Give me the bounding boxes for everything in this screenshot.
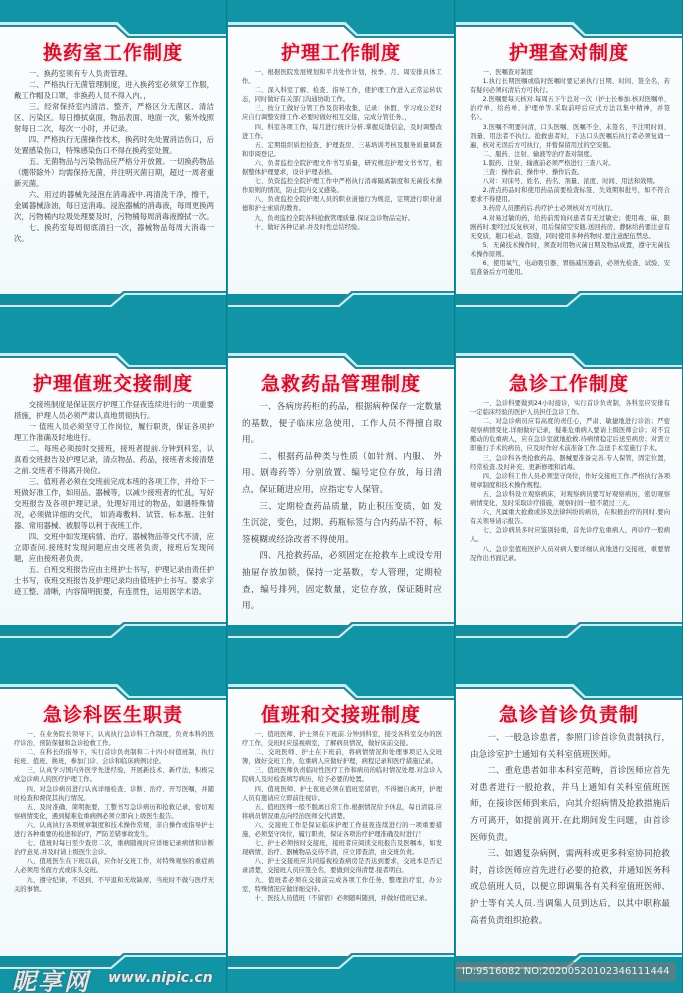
regulation-paragraph: 九、值班者必须在交接前完成各项工作任务，整理治疗室，办公室，特殊情况应做详细交待。	[242, 876, 442, 893]
panel-content	[14, 68, 214, 244]
regulation-paragraph: 四、凡抢救药品，必须固定在抢救车上或设专用抽屉存放加锁，保持一定基数，专人管理，定期检查，编号排列，固定数量，定位存放，保证随时应用。	[242, 551, 442, 612]
header-band-decoration	[456, 331, 682, 371]
watermark-logo: 昵享网	[12, 968, 90, 993]
regulation-paragraph: 一、医嘱查对制度	[482, 69, 533, 76]
regulation-paragraph: 八、值班医生在下班以前，应作好交班工作，对特殊观察的重症病人必须用书面方式或床头交班。	[14, 858, 214, 875]
regulation-paragraph: 6、使用氧气、电动吸引器、胃肠减压器前，必须先检查、试验、安装准备后方可使用。	[470, 259, 670, 277]
panel-content	[470, 730, 670, 929]
header-band-decoration	[0, 0, 226, 40]
footer-band-decoration	[0, 283, 226, 331]
regulation-paragraph: 2.医嘱要每天核对.每周五下午总对一次（护士长参加.核对医嘱单、治疗单、给药单、护理单等.采取前呼后应式方法以集中精神，并签名）。	[470, 96, 670, 122]
regulation-paragraph: 七、护士必须按时交接班，接班者应阅读交班报告及医嘱本，如发现病情、治疗、器械物品交待不清，应立即查清，由交班负责。	[242, 840, 442, 857]
panel-title: 换药室工作制度	[42, 42, 183, 64]
regulation-paragraph: 一、一般急诊患者，参照门诊首诊负责制执行，由急诊室护士通知有关科室值班医师。	[470, 733, 670, 760]
footer-band-decoration	[228, 945, 454, 993]
regulation-paragraph: 八、护士交接班应共同巡视检查病房是否达到要求，交班本是否记录清楚，交接班人员应签全名，要做到交得清楚.接者明白。	[242, 858, 442, 875]
regulation-paragraph: 八对：对床号、姓名、药名、剂量、浓度、时间、用法和效期。	[482, 178, 659, 186]
regulation-panel	[456, 331, 683, 662]
regulation-paragraph: 一、换药室须有专人负责管理。	[28, 69, 133, 78]
regulation-paragraph: 四、对急诊病员进行认真详细检查、诊断、治疗、开写医嘱，并随时检查和督促其执行情况。	[14, 785, 214, 802]
regulation-paragraph: 三、按分工做好分管工作及资料收集、记录：休假、学习或公差时应自行调整安排工作.必要时做好相互交接，完成分管任务。，	[242, 105, 442, 122]
regulation-paragraph: 一、在业务院长领导下，认真执行急诊科工作制度，负责本科的医疗诊治、预防保健和急诊抢救工作。	[14, 731, 214, 748]
header-band-decoration	[0, 662, 226, 702]
panel-content	[242, 68, 442, 232]
regulation-paragraph: 七、值班时每日至少查房二次，重病随视时应详细记录病情和诊断治疗意见.并及时请上级医生会诊。	[14, 840, 214, 857]
regulation-paragraph: 交接班制度是保证医疗护理工作昼夜连续进行的一项重要措施，护理人员必须严肃认真地贯彻执行。	[14, 400, 214, 420]
regulation-paragraph: 一、值班医师、护士须在下班前.分钟到科室，接受各科室交办的医疗工作，交班时应巡视病室，了解病员情况，做好床前交接。	[242, 731, 442, 748]
regulation-paragraph: 八、急诊室值班医护人员对病人要详细认真地进行交接班，重要情况作出书面记录。	[470, 545, 670, 562]
footer-band-decoration	[456, 283, 682, 331]
regulation-paragraph: 五、白班交班报告应由主班护士书写，护理记录由责任护士书写，夜班交班报告及护理记录均由值班护士书写。要求字迹工整、清晰，内容简明扼要，有连贯性，运用医学术语。	[14, 565, 214, 596]
panel-title: 急诊工作制度	[508, 373, 629, 395]
regulation-panel	[0, 0, 227, 331]
footer-band-decoration	[0, 614, 226, 662]
regulation-paragraph: 五、急诊科设立观察病床，对观察病员要写好观察病历，密切观察病情变化，及时采取诊疗措施，观察时间一般不超过三天。	[470, 490, 670, 508]
regulation-paragraph: 四、科室各项工作，每月进行统计分析.掌握反馈信息，及时调整改进工作。	[242, 123, 442, 140]
regulation-paragraph: 三、值班者必须在交班前完成本班的各项工作，并给下一班做好准工作，如用品、器械等，以减少接班者的忙乱，写好交班报告及各项护理记录，处理好用过的物品，如遇特殊情况，必须做详细的交代， 如消毒敷料、试管、标本瓶、注射器、常用器械、被服等以利于夜班工作。	[14, 477, 214, 530]
regulation-paragraph: 六、负者监控全院护理文件书写质量，研究规范护理文书书写，根据整体护理要求，设计护理表格。	[242, 159, 442, 177]
regulation-paragraph: 一、急诊科要做到24小时接诊，实行首诊负责制，各科室应安排有一定临床经验的医护人员担任急诊工作。	[470, 400, 670, 417]
regulation-panel	[228, 0, 455, 331]
panel-content	[470, 399, 670, 563]
regulation-paragraph: 2.清点药品时和使用药品前要检查标签、失效期和批号，如不符合要求不得使用。	[470, 187, 670, 204]
footer-band-decoration	[228, 614, 454, 662]
header-band-decoration	[228, 662, 454, 702]
panel-title: 急救药品管理制度	[260, 373, 421, 395]
regulation-paragraph: 九、负责监控全院各科抢救管理质量.保证急诊物品完好。	[254, 214, 415, 222]
regulation-paragraph: 四、严格执行无菌操作技术，换药时先处置消洁伤口，后处置感染伤口，特殊感染伤口不得在换药室处置。	[14, 135, 214, 155]
regulation-paragraph: 五、无菌物品与污染物品应严格分开放置。一切换药物品（绷带除外）均需保持无菌，并注明灭菌日期，超过一周者重新灭菌。	[14, 157, 214, 188]
regulation-paragraph: 五、定期组织质控检查、护理查房、三基培训考核及服务质量调查和审阅登记。	[242, 141, 442, 158]
panel-title: 护理值班交接制度	[32, 373, 193, 395]
regulation-paragraph: 六、认真执行各项规章制度和技术操作常规，亲自操作或指导护士进行各种重要的检进和治疗，严防差错事故发生。	[14, 821, 214, 839]
regulation-paragraph: 一 值班人员必须坚守工作岗位，履行职责，保证各项护理工作准确及时地进行。	[14, 422, 214, 442]
regulation-paragraph: 五、值班医师一般不脱离日常工作.根据情况给予休息，每日清晨.应将病员情况重点向经治医师交代清楚。	[242, 803, 442, 820]
watermark-id-bar: ID:9516082 NO:20200520102346111444	[456, 962, 676, 982]
regulation-paragraph: 六、用过的器械先浸泡在消毒液中.再清洗干净，擦干，金属器械涂油，每日送消毒。浸泡器械的消毒液，每周更换两次，污物桶内垃圾处理要及时，污物桶每周消毒液擦拭一次。	[14, 190, 214, 221]
header-band-decoration	[228, 0, 454, 40]
panel-title: 值班和交接班制度	[260, 704, 421, 726]
regulation-paragraph: 三、认真学习国内外医学先进经验，开展新技术、新疗法，积极完成急诊病人的医疗护理工作。	[14, 767, 214, 784]
regulation-paragraph: 二、深入科室了解、检查、指导工作，使护理工作进入正常运转状态，同时做好有关部门沟通协助工作。	[242, 87, 442, 104]
regulation-paragraph: 1.执行长期医嘱或临时医嘱时要记录执行日期、时间、签全名，若有疑问必须问清后方可执行。	[470, 78, 670, 95]
regulation-paragraph: 三、急诊科各类抢救药品、器械要准备完善.专人保管，固定位置，经常检查.及时补充、更新修理和消毒。	[470, 454, 670, 471]
regulation-panel	[228, 331, 455, 662]
header-band-decoration	[456, 662, 682, 702]
regulation-paragraph: 四、交班中如发现病情、治疗、器械物品等交代不清，应立即查问.接班时发现问题应由交班者负责，接班后发现问题，应由接班者负责。	[14, 532, 214, 563]
regulation-panel	[0, 331, 227, 662]
regulation-paragraph: 一、根据医院发展规划和平共处作计划，按季、月、周安排具体工作。	[242, 69, 442, 86]
regulation-paragraph: 三、如遇复杂病例，需两科或更多科室协同抢救时，首诊医师应首先进行必要的抢救，并通知医务科或总值班人员，以便立即调集各有关科室值班医师、护士等有关人员.当调集人员到达后，以其中职称最高者负责组织抢救。	[470, 849, 670, 926]
regulation-paragraph: 六、交接班工作是保证临床护理工作昼夜连续进行的一项重要措施，必须坚守岗位，履行职责，保证各项治疗护理准确及时进行！	[242, 821, 442, 839]
regulation-paragraph: 七、急诊病员多时应鉴别轻重，首先诊疗危重病人，再诊疗一般病人。	[470, 527, 670, 544]
regulation-paragraph: 二、交班医师、护士在下班前，将病情情况和处理事项记入交班簿，做好交班工作，危重病人应做好护理，病程记录和医疗措施记录。	[242, 749, 442, 766]
regulation-panel	[456, 662, 683, 993]
panel-content	[14, 399, 214, 597]
regulation-paragraph: 五、及时准确、简明扼要，工整书写急诊病历和抢救记录，密切观察病情变化，遇到疑难危重病例必须立即向上级医生报告。	[14, 803, 214, 820]
panel-title: 急诊首诊负责制	[498, 704, 639, 726]
panel-content	[242, 399, 442, 615]
regulation-paragraph: 二、每班必须按时交接班，接班者提前.分钟到科室，认真看交班报告及护理记录，清点物品、药品，接班者未接清楚之前.交班者不得离开岗位。	[14, 444, 214, 475]
header-band-decoration	[0, 331, 226, 371]
regulation-paragraph: 二、在科长的指导下，实行首诊负责制和二十四小时值班制，执行轮班、值班、换班，参加门诊、会诊和临床病例讨论。	[14, 749, 214, 766]
regulation-paragraph: 九、遵守纪律，不迟到、不早退和无故缺席，当班时不做与医疗无关的事情。	[14, 876, 214, 893]
header-band-decoration	[456, 0, 682, 40]
regulation-panel	[456, 0, 683, 331]
regulation-paragraph: 三、定期检查药品质量，防止积压变质，如 发生沉淀，变色，过期、药瓶标签与合内药品不符，标签模糊或经涂改者不得使用。	[242, 501, 442, 545]
watermark-url: www.nipic.cn	[108, 970, 213, 986]
panel-content	[242, 730, 442, 903]
regulation-panel	[228, 662, 455, 993]
regulation-paragraph: 二、严格执行无菌管理制度，进入换药室必须穿工作服，戴工作帽及口罩，非换药人员不得入内。，	[14, 80, 214, 100]
regulation-paragraph: 二、对急诊病员应有高度的责任心，严肃、敏捷地进行诊治；严密观察病情变化.详细做好记录，疑难危重病人要请上级医师会诊；对不宜搬动的危重病人，应在急诊室就地抢救.待病情稳定后送至病房；对需立即施行手术的病员，应及时作好术前准备工作.急送手术室施行手术。	[470, 418, 670, 453]
regulation-paragraph: 四、急诊科工作人员必须坚守岗位，作好交接班工作.严格执行各项规章制度和技术操作规程。	[470, 472, 670, 489]
panel-title: 护理工作制度	[280, 42, 401, 64]
regulation-paragraph: 三、值班医师负责临时性医疗工作和病员的临时情况处理.对急诊入院病人及时检查填写病历，给予必要的处置。	[242, 767, 442, 784]
panel-content	[14, 730, 214, 894]
panel-content	[470, 68, 670, 277]
regulation-paragraph: 4.对易过敏的药，给药前需询问患者有无过敏史；使用毒、麻、限剧药时.要经过反复核对，用后保留空安瓶.送回药房，静脉给药要注意有无变质，瓶口松动、裂缝，同时使用多种药物时.要注意配伍禁忌。	[470, 214, 670, 240]
regulation-panel	[0, 662, 227, 993]
header-band-decoration	[228, 331, 454, 371]
panel-title: 急诊科医生职责	[42, 704, 183, 726]
regulation-paragraph: 十、做好各种记录.并及时性总结经验。	[254, 223, 364, 231]
regulation-paragraph: 七、换药室每周彻底清扫一次，器械物品每周大消毒一次。	[14, 223, 214, 243]
regulation-paragraph: 二、重危患者如非本科室范畴，首诊医师应首先对患者进行一般抢救，并马上通知有关科室值班医师，在接诊医师到来后，向其介绍病情及抢救措施后方可离开，如提前离开.在此期间发生问题，由首诊医师负责。	[470, 766, 670, 843]
regulation-paragraph: 3.医嘱不明要问清，口头医嘱、医嘱不全、未签名、不注明时间、剂量、用法者不执行。抢救患者时，下达口头医嘱后执行者必须复诵一遍，核对无误后方可执行，并暂保留用过的空安瓶。	[470, 123, 670, 149]
regulation-paragraph: 七、负资监控全院护理工作中严格执行消毒隔离制度和无菌技术操作原则的情况，防止院内交叉感染。	[242, 178, 442, 195]
panel-title: 护理查对制度	[508, 42, 629, 64]
regulation-paragraph: 5．无菌技术操作时，须查对用物灭菌日期及物品成置，遵守无菌技术操作原则。	[470, 241, 670, 258]
regulation-paragraph: 十、医技人员值班（不留宿）必须随叫随到，并做好值班记录。	[254, 894, 431, 902]
regulation-paragraph: 八、负责监控全院护理人员的职业道德行为规范，定期进行职业道德和护士索质的教育。	[242, 196, 442, 213]
regulation-paragraph: 四、值班医师、护士夜班必须在值班室留宿，不得擅自离开，护理人员有邀请应立即前往视诊。	[242, 785, 442, 802]
regulation-paragraph: 二、服药、注射、输液等治疗查对制度。	[482, 150, 596, 158]
footer-band-decoration	[456, 614, 682, 662]
regulation-paragraph: 二、根据药品种类与性质（如针剂、内服、 外用、剧毒药等）分别放置、编号定位存放，每日清点，保证随进应用，应指定专人保管。	[242, 451, 442, 495]
regulation-paragraph: 1.服药、注射、输液前必须严格进行三查八对。	[482, 159, 615, 167]
regulation-paragraph: 六、凡属重大抢救或涉及法律纠纷的病员，在积极治疗的同时.要向有关领导请示报告。	[470, 509, 670, 526]
regulation-paragraph: 3.药房人员摆药后.药疗护士必须核对方可执行。	[482, 205, 617, 213]
regulation-paragraph: 一、各病房药柜的药品，根据病种保存一定数量的基数，便子临床应急使用，工作人员不得擅自取用。	[242, 402, 442, 446]
regulation-paragraph: 三查：操作前、操作中、操作后查。	[482, 169, 584, 177]
footer-band-decoration	[228, 283, 454, 331]
regulation-paragraph: 三、经常保持室内清洁、整齐，严格区分无菌区、清洁区、污染区。每日擦拭桌面，物品表面、地面一次，紫外线照射每日二次，每次一小时，并记录。	[14, 102, 214, 133]
